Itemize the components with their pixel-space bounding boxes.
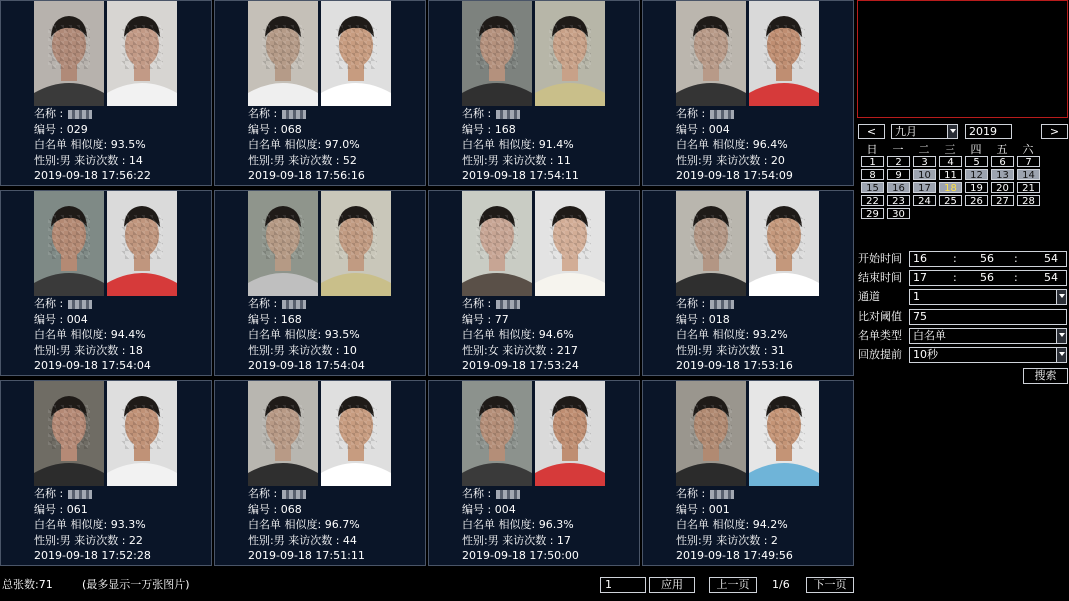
result-card[interactable]: [214, 0, 426, 186]
apply-button[interactable]: 应用: [649, 577, 695, 593]
captured-face-image: [676, 1, 746, 106]
threshold-row: [858, 309, 1068, 325]
threshold-value: 75: [913, 310, 927, 323]
record-timestamp: 2019-09-18 17:50:00: [462, 549, 579, 562]
calendar-day[interactable]: 22: [861, 195, 884, 206]
record-id: 编号 : 018: [676, 312, 730, 326]
redacted-name: [496, 110, 520, 119]
captured-face-image: [676, 381, 746, 486]
list-type-value: 白名单: [913, 329, 946, 342]
calendar-day[interactable]: 20: [991, 182, 1014, 193]
redacted-name: [68, 110, 92, 119]
calendar-day[interactable]: 23: [887, 195, 910, 206]
captured-face-image: [34, 1, 104, 106]
calendar-day[interactable]: 4: [939, 156, 962, 167]
registered-face-image: [535, 1, 605, 106]
captured-face-image: [676, 191, 746, 296]
calendar-day[interactable]: 11: [939, 169, 962, 180]
record-info: [34, 106, 210, 184]
record-id: 编号 : 068: [248, 122, 302, 136]
month-select[interactable]: [891, 124, 958, 139]
redacted-name: [282, 490, 306, 499]
record-id: 编号 : 168: [248, 312, 302, 326]
calendar-day[interactable]: 10: [913, 169, 936, 180]
result-card[interactable]: [0, 380, 212, 566]
video-preview-pane: [857, 0, 1068, 118]
calendar-day[interactable]: 18: [939, 182, 962, 193]
registered-face-image: [321, 381, 391, 486]
registered-face-image: [107, 191, 177, 296]
calendar-day[interactable]: 28: [1017, 195, 1040, 206]
record-similarity: 白名单 相似度: 94.6%: [462, 328, 574, 341]
weekday-label: 六: [1022, 143, 1034, 156]
time-sep: :: [953, 271, 957, 284]
calendar-day[interactable]: 2: [887, 156, 910, 167]
record-timestamp: 2019-09-18 17:49:56: [676, 549, 793, 562]
result-card[interactable]: [428, 380, 640, 566]
result-card[interactable]: [428, 190, 640, 376]
calendar-day[interactable]: 12: [965, 169, 988, 180]
name-label: 名称 :: [462, 297, 495, 310]
record-timestamp: 2019-09-18 17:54:09: [676, 169, 793, 182]
end-second[interactable]: 54: [1044, 271, 1058, 284]
record-timestamp: 2019-09-18 17:54:04: [248, 359, 365, 372]
redacted-name: [710, 110, 734, 119]
start-second[interactable]: 54: [1044, 252, 1058, 265]
result-card[interactable]: [0, 0, 212, 186]
record-info: [248, 486, 424, 564]
record-id: 编号 : 004: [462, 502, 516, 516]
footer-bar: [0, 571, 856, 601]
record-gender-visits: 性别:男 来访次数 : 20: [676, 153, 785, 167]
result-card[interactable]: [0, 190, 212, 376]
list-type-row: [858, 328, 1068, 344]
calendar-day[interactable]: 3: [913, 156, 936, 167]
record-name: [34, 106, 210, 122]
weekday-label: 三: [944, 143, 956, 156]
record-similarity: 白名单 相似度: 97.0%: [248, 138, 360, 151]
record-similarity: 白名单 相似度: 94.2%: [676, 518, 788, 531]
chevron-down-icon: [1056, 348, 1066, 362]
registered-face-image: [107, 1, 177, 106]
end-time-row: [858, 270, 1068, 286]
redacted-name: [282, 110, 306, 119]
name-label: 名称 :: [34, 487, 67, 500]
calendar-day[interactable]: 16: [887, 182, 910, 193]
calendar-day[interactable]: 15: [861, 182, 884, 193]
start-time-field[interactable]: [909, 251, 1067, 267]
record-info: [676, 486, 852, 564]
record-similarity: 白名单 相似度: 93.5%: [34, 138, 146, 151]
captured-face-image: [34, 191, 104, 296]
playback-row: [858, 347, 1068, 363]
channel-label: 通道: [858, 290, 880, 303]
time-sep: :: [953, 252, 957, 265]
record-similarity: 白名单 相似度: 94.4%: [34, 328, 146, 341]
registered-face-image: [321, 1, 391, 106]
record-similarity: 白名单 相似度: 91.4%: [462, 138, 574, 151]
weekday-label: 二: [918, 143, 930, 156]
record-info: [462, 486, 638, 564]
calendar-day[interactable]: 9: [887, 169, 910, 180]
record-similarity: 白名单 相似度: 93.2%: [676, 328, 788, 341]
record-timestamp: 2019-09-18 17:53:16: [676, 359, 793, 372]
next-page-button[interactable]: 下一页: [806, 577, 854, 593]
record-name: [248, 486, 424, 502]
registered-face-image: [321, 191, 391, 296]
calendar-day[interactable]: 21: [1017, 182, 1040, 193]
captured-face-image: [34, 381, 104, 486]
weekday-label: 五: [996, 143, 1008, 156]
threshold-input[interactable]: [909, 309, 1067, 325]
record-gender-visits: 性别:男 来访次数 : 31: [676, 343, 785, 357]
record-timestamp: 2019-09-18 17:51:11: [248, 549, 365, 562]
record-similarity: 白名单 相似度: 96.4%: [676, 138, 788, 151]
chevron-down-icon: [1056, 290, 1066, 304]
prev-page-button[interactable]: 上一页: [709, 577, 757, 593]
record-id: 编号 : 001: [676, 502, 730, 516]
record-gender-visits: 性别:男 来访次数 : 10: [248, 343, 357, 357]
registered-face-image: [107, 381, 177, 486]
calendar-day[interactable]: 1: [861, 156, 884, 167]
name-label: 名称 :: [462, 487, 495, 500]
year-field[interactable]: [965, 124, 1012, 139]
weekday-label: 一: [892, 143, 904, 156]
record-gender-visits: 性别:女 来访次数 : 217: [462, 343, 578, 357]
record-id: 编号 : 004: [34, 312, 88, 326]
record-gender-visits: 性别:男 来访次数 : 44: [248, 533, 357, 547]
record-info: [248, 106, 424, 184]
captured-face-image: [462, 191, 532, 296]
record-timestamp: 2019-09-18 17:54:11: [462, 169, 579, 182]
calendar-day[interactable]: 29: [861, 208, 884, 219]
name-label: 名称 :: [248, 487, 281, 500]
start-minute[interactable]: 56: [980, 252, 994, 265]
channel-select[interactable]: [909, 289, 1067, 305]
calendar-day[interactable]: 8: [861, 169, 884, 180]
result-card[interactable]: [642, 0, 854, 186]
display-limit-note: (最多显示一万张图片): [82, 578, 190, 591]
record-info: [462, 296, 638, 374]
playback-value: 10秒: [913, 348, 938, 361]
weekday-label: 四: [970, 143, 982, 156]
record-gender-visits: 性别:男 来访次数 : 2: [676, 533, 778, 547]
registered-face-image: [749, 1, 819, 106]
start-time-label: 开始时间: [858, 252, 902, 265]
end-minute[interactable]: 56: [980, 271, 994, 284]
name-label: 名称 :: [676, 107, 709, 120]
result-card[interactable]: [428, 0, 640, 186]
record-name: [462, 106, 638, 122]
list-type-label: 名单类型: [858, 329, 902, 342]
record-info: [248, 296, 424, 374]
record-gender-visits: 性别:男 来访次数 : 52: [248, 153, 357, 167]
start-hour[interactable]: 16: [913, 252, 927, 265]
record-id: 编号 : 061: [34, 502, 88, 516]
start-time-row: [858, 251, 1068, 267]
redacted-name: [68, 300, 92, 309]
record-name: [34, 296, 210, 312]
record-id: 编号 : 168: [462, 122, 516, 136]
record-gender-visits: 性别:男 来访次数 : 17: [462, 533, 571, 547]
record-timestamp: 2019-09-18 17:53:24: [462, 359, 579, 372]
month-value: 九月: [895, 125, 917, 138]
record-similarity: 白名单 相似度: 96.3%: [462, 518, 574, 531]
calendar-day[interactable]: 24: [913, 195, 936, 206]
calendar-day[interactable]: 17: [913, 182, 936, 193]
captured-face-image: [248, 1, 318, 106]
list-type-select[interactable]: [909, 328, 1067, 344]
record-similarity: 白名单 相似度: 96.7%: [248, 518, 360, 531]
calendar-day[interactable]: 13: [991, 169, 1014, 180]
record-name: [248, 296, 424, 312]
playback-label: 回放提前: [858, 348, 902, 361]
record-name: [248, 106, 424, 122]
redacted-name: [496, 300, 520, 309]
record-id: 编号 : 068: [248, 502, 302, 516]
name-label: 名称 :: [676, 297, 709, 310]
redacted-name: [496, 490, 520, 499]
record-name: [676, 486, 852, 502]
calendar-day[interactable]: 6: [991, 156, 1014, 167]
total-count: 总张数:71: [2, 578, 53, 591]
record-info: [462, 106, 638, 184]
result-card[interactable]: [214, 190, 426, 376]
record-info: [34, 486, 210, 564]
calendar-day[interactable]: 14: [1017, 169, 1040, 180]
record-gender-visits: 性别:男 来访次数 : 11: [462, 153, 571, 167]
end-hour[interactable]: 17: [913, 271, 927, 284]
registered-face-image: [535, 381, 605, 486]
chevron-down-icon: [947, 125, 957, 138]
record-id: 编号 : 004: [676, 122, 730, 136]
record-gender-visits: 性别:男 来访次数 : 22: [34, 533, 143, 547]
record-name: [462, 296, 638, 312]
record-name: [34, 486, 210, 502]
record-gender-visits: 性别:男 来访次数 : 14: [34, 153, 143, 167]
record-gender-visits: 性别:男 来访次数 : 18: [34, 343, 143, 357]
record-id: 编号 : 77: [462, 312, 509, 326]
record-info: [676, 106, 852, 184]
calendar-day[interactable]: 25: [939, 195, 962, 206]
weekday-label: 日: [866, 143, 878, 156]
captured-face-image: [462, 1, 532, 106]
registered-face-image: [749, 191, 819, 296]
end-time-field[interactable]: [909, 270, 1067, 286]
record-name: [676, 296, 852, 312]
redacted-name: [710, 300, 734, 309]
registered-face-image: [749, 381, 819, 486]
captured-face-image: [462, 381, 532, 486]
calendar-day[interactable]: 27: [991, 195, 1014, 206]
prev-month-button[interactable]: <: [858, 124, 885, 139]
calendar-day[interactable]: 5: [965, 156, 988, 167]
captured-face-image: [248, 191, 318, 296]
name-label: 名称 :: [248, 107, 281, 120]
threshold-label: 比对阈值: [858, 310, 902, 323]
end-time-label: 结束时间: [858, 271, 902, 284]
record-name: [676, 106, 852, 122]
page-indicator: 1/6: [772, 578, 790, 591]
name-label: 名称 :: [34, 107, 67, 120]
redacted-name: [282, 300, 306, 309]
name-label: 名称 :: [34, 297, 67, 310]
year-value: 2019: [969, 125, 997, 138]
name-label: 名称 :: [248, 297, 281, 310]
record-info: [34, 296, 210, 374]
chevron-down-icon: [1056, 329, 1066, 343]
time-sep: :: [1014, 252, 1018, 265]
search-button[interactable]: 搜索: [1023, 368, 1068, 384]
name-label: 名称 :: [462, 107, 495, 120]
record-timestamp: 2019-09-18 17:56:22: [34, 169, 151, 182]
captured-face-image: [248, 381, 318, 486]
redacted-name: [710, 490, 734, 499]
result-card[interactable]: [214, 380, 426, 566]
record-name: [462, 486, 638, 502]
record-similarity: 白名单 相似度: 93.5%: [248, 328, 360, 341]
calendar-day[interactable]: 26: [965, 195, 988, 206]
playback-select[interactable]: [909, 347, 1067, 363]
record-similarity: 白名单 相似度: 93.3%: [34, 518, 146, 531]
calendar-day[interactable]: 7: [1017, 156, 1040, 167]
calendar-day[interactable]: 19: [965, 182, 988, 193]
next-month-button[interactable]: >: [1041, 124, 1068, 139]
record-timestamp: 2019-09-18 17:56:16: [248, 169, 365, 182]
record-id: 编号 : 029: [34, 122, 88, 136]
record-info: [676, 296, 852, 374]
registered-face-image: [535, 191, 605, 296]
page-number-input[interactable]: 1: [600, 577, 646, 593]
time-sep: :: [1014, 271, 1018, 284]
result-card[interactable]: [642, 190, 854, 376]
calendar-day[interactable]: 30: [887, 208, 910, 219]
channel-row: [858, 289, 1068, 305]
result-card[interactable]: [642, 380, 854, 566]
redacted-name: [68, 490, 92, 499]
record-timestamp: 2019-09-18 17:54:04: [34, 359, 151, 372]
name-label: 名称 :: [676, 487, 709, 500]
record-timestamp: 2019-09-18 17:52:28: [34, 549, 151, 562]
channel-value: 1: [913, 290, 920, 303]
